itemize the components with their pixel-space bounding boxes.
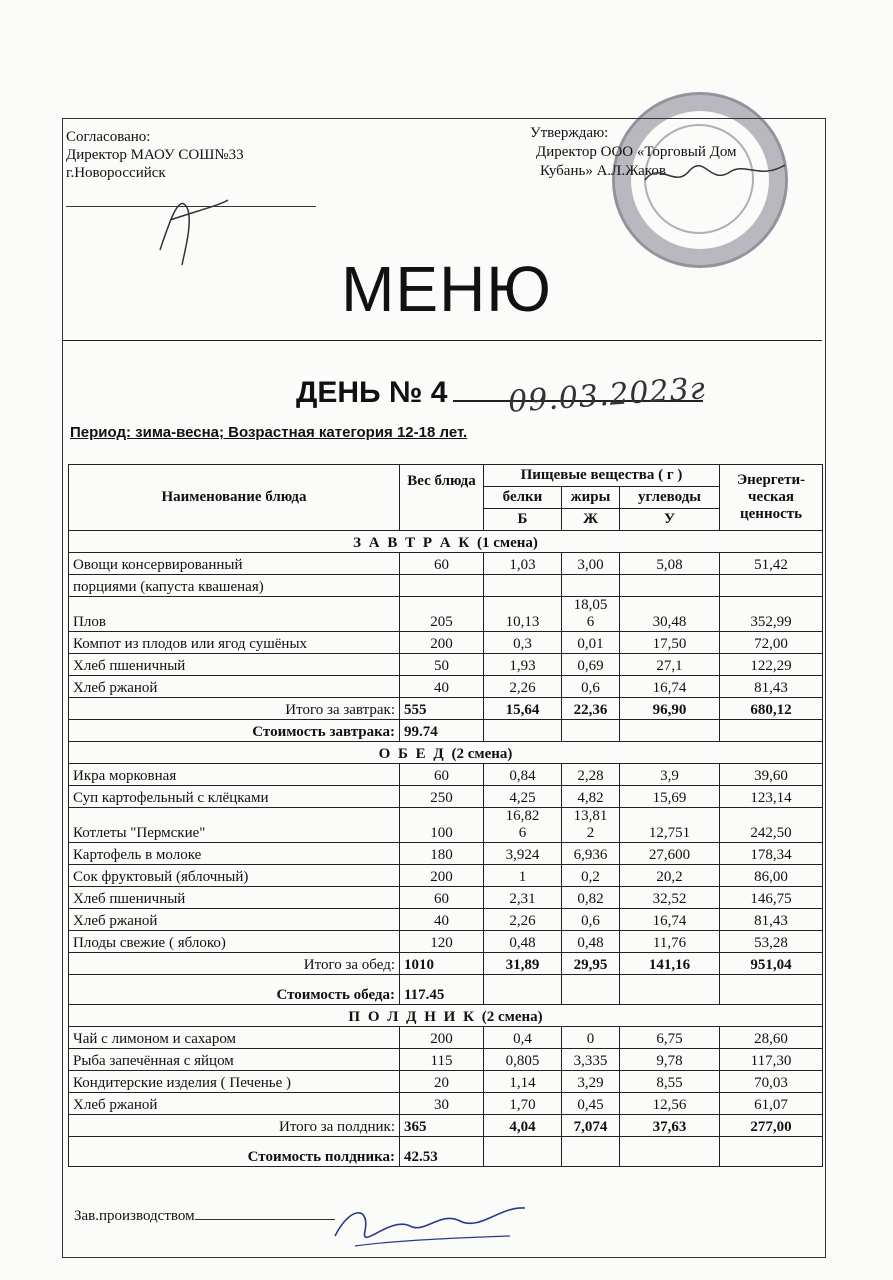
total-weight: 365 [400,1115,484,1137]
lunch-title-text: О Б Е Д [378,746,446,762]
total-energy: 277,00 [720,1115,823,1137]
breakfast-section-row [69,531,823,553]
breakfast-title-text: З А В Т Р А К [353,535,472,551]
dish-name: Кондитерские изделия ( Печенье ) [69,1071,400,1093]
dish-weight: 100 [400,808,484,843]
dish-carbs: 30,48 [620,597,720,632]
footer-label: Зав.производством [74,1208,195,1224]
dish-protein: 1,70 [484,1093,562,1115]
dish-protein: 0,48 [484,931,562,953]
dish-fat: 2,28 [562,764,620,786]
dish-name: Хлеб ржаной [69,676,400,698]
dish-protein: 0,4 [484,1027,562,1049]
snack-title-text: П О Л Д Н И К [348,1009,476,1025]
dish-energy: 81,43 [720,909,823,931]
col-energy-header: Энергети-ческая ценность [720,465,823,531]
total-label: Итого за обед: [69,953,400,975]
dish-energy: 122,29 [720,654,823,676]
dish-carbs: 12,751 [620,808,720,843]
total-carbs: 141,16 [620,953,720,975]
dish-name: Хлеб пшеничный [69,654,400,676]
total-protein: 4,04 [484,1115,562,1137]
page-title: МЕНЮ [341,253,552,325]
table-header-row [69,465,823,487]
col-carbs-abbr: У [620,509,720,531]
table-row [69,632,823,654]
dish-fat: 18,05 6 [562,597,620,632]
dish-weight: 200 [400,632,484,654]
dish-fat: 0,48 [562,931,620,953]
dish-fat: 0,69 [562,654,620,676]
total-weight: 555 [400,698,484,720]
empty-cell [620,720,720,742]
dish-name: Картофель в молоке [69,843,400,865]
day-label: ДЕНЬ № 4 [296,376,448,409]
lunch-section-row [69,742,823,764]
dish-carbs: 16,74 [620,909,720,931]
dish-name: Икра морковная [69,764,400,786]
dish-name: Овощи консервированный [69,553,400,575]
col-fat-header: жиры [562,487,620,509]
col-protein-abbr: Б [484,509,562,531]
dish-protein [484,575,562,597]
breakfast-section-title [69,531,823,553]
table-row [69,1071,823,1093]
dish-protein: 1,03 [484,553,562,575]
dish-fat: 0,2 [562,865,620,887]
dish-fat: 4,82 [562,786,620,808]
lunch-total-row [69,953,823,975]
table-row [69,764,823,786]
dish-carbs: 3,9 [620,764,720,786]
dish-energy [720,575,823,597]
footer-signoff [74,1208,335,1225]
production-manager-signature [330,1196,530,1256]
dish-name: Плов [69,597,400,632]
empty-cell [562,1137,620,1167]
dish-protein: 4,25 [484,786,562,808]
dish-fat: 0 [562,1027,620,1049]
dish-fat: 6,936 [562,843,620,865]
table-row [69,1049,823,1071]
snack-section-title [69,1005,823,1027]
empty-cell [562,975,620,1005]
dish-protein: 1,93 [484,654,562,676]
dish-weight: 200 [400,1027,484,1049]
dish-carbs: 11,76 [620,931,720,953]
cost-label: Стоимость завтрака: [69,720,400,742]
dish-protein: 16,82 6 [484,808,562,843]
lunch-shift-text: (2 смена) [451,746,513,762]
dish-weight: 120 [400,931,484,953]
confirm-line-1: Утверждаю: [530,125,609,141]
dish-carbs: 20,2 [620,865,720,887]
empty-cell [484,1137,562,1167]
director-signature [640,150,790,200]
approval-line-2: Директор МАОУ СОШ№33 [66,147,244,163]
total-label: Итого за полдник: [69,1115,400,1137]
dish-name: Компот из плодов или ягод сушёных [69,632,400,654]
total-energy: 680,12 [720,698,823,720]
total-energy: 951,04 [720,953,823,975]
dish-fat: 0,82 [562,887,620,909]
table-row [69,575,823,597]
table-row [69,553,823,575]
lunch-cost-row [69,975,823,1005]
dish-weight: 60 [400,553,484,575]
table-row [69,597,823,632]
total-protein: 31,89 [484,953,562,975]
dish-fat [562,575,620,597]
dish-protein: 3,924 [484,843,562,865]
dish-weight: 115 [400,1049,484,1071]
dish-protein: 1 [484,865,562,887]
breakfast-shift-text: (1 смена) [477,535,538,551]
dish-name: Плоды свежие ( яблоко) [69,931,400,953]
col-carbs-header: углеводы [620,487,720,509]
total-label: Итого за завтрак: [69,698,400,720]
dish-name: Чай с лимоном и сахаром [69,1027,400,1049]
col-weight-header: Вес блюда [400,465,484,531]
dish-fat: 0,6 [562,676,620,698]
dish-protein: 2,26 [484,909,562,931]
dish-energy: 61,07 [720,1093,823,1115]
footer-signature-line [195,1219,335,1220]
dish-name: Суп картофельный с клёцками [69,786,400,808]
period-line: Период: зима-весна; Возрастная категория 12-18 лет. [70,424,468,441]
dish-carbs: 17,50 [620,632,720,654]
dish-protein: 2,31 [484,887,562,909]
dish-name: Хлеб пшеничный [69,887,400,909]
approval-block [66,128,244,182]
dish-weight: 200 [400,865,484,887]
dish-protein: 0,84 [484,764,562,786]
breakfast-total-row [69,698,823,720]
confirm-line-2: Директор ООО «Торговый Дом [536,144,737,160]
dish-carbs: 12,56 [620,1093,720,1115]
lunch-section-title [69,742,823,764]
dish-fat: 0,01 [562,632,620,654]
dish-energy: 81,43 [720,676,823,698]
empty-cell [484,720,562,742]
empty-cell [720,1137,823,1167]
dish-energy: 242,50 [720,808,823,843]
approval-line-1: Согласовано: [66,129,151,145]
table-row [69,654,823,676]
empty-cell [620,975,720,1005]
cost-label: Стоимость полдника: [69,1137,400,1167]
dish-name: Рыба запечённая с яйцом [69,1049,400,1071]
confirm-line-3: Кубань» А.Л.Жаков [540,163,666,179]
dish-weight: 50 [400,654,484,676]
dish-weight: 20 [400,1071,484,1093]
table-row [69,1093,823,1115]
dish-protein: 2,26 [484,676,562,698]
title-divider [62,340,822,341]
dish-weight: 60 [400,764,484,786]
cost-label: Стоимость обеда: [69,975,400,1005]
dish-carbs: 27,600 [620,843,720,865]
snack-cost-row [69,1137,823,1167]
dish-fat: 3,335 [562,1049,620,1071]
col-protein-header: белки [484,487,562,509]
dish-weight: 205 [400,597,484,632]
cost-value: 42.53 [400,1137,484,1167]
approval-line-3: г.Новороссийск [66,165,166,181]
table-row [69,676,823,698]
total-carbs: 37,63 [620,1115,720,1137]
dish-weight: 40 [400,676,484,698]
col-fat-abbr: Ж [562,509,620,531]
dish-fat: 0,6 [562,909,620,931]
dish-name: Хлеб ржаной [69,909,400,931]
table-row [69,865,823,887]
handwritten-date: 09.03.2023г [507,371,707,420]
dish-weight: 250 [400,786,484,808]
dish-name: Хлеб ржаной [69,1093,400,1115]
dish-fat: 3,29 [562,1071,620,1093]
dish-weight: 30 [400,1093,484,1115]
empty-cell [720,975,823,1005]
dish-protein: 1,14 [484,1071,562,1093]
dish-energy: 72,00 [720,632,823,654]
snack-total-row [69,1115,823,1137]
empty-cell [720,720,823,742]
dish-protein: 10,13 [484,597,562,632]
dish-energy: 86,00 [720,865,823,887]
dish-protein: 0,805 [484,1049,562,1071]
col-name-header: Наименование блюда [69,465,400,531]
cost-value: 117.45 [400,975,484,1005]
dish-energy: 39,60 [720,764,823,786]
dish-fat: 0,45 [562,1093,620,1115]
dish-energy: 28,60 [720,1027,823,1049]
total-fat: 29,95 [562,953,620,975]
table-row [69,909,823,931]
empty-cell [620,1137,720,1167]
table-row [69,931,823,953]
dish-carbs: 9,78 [620,1049,720,1071]
total-carbs: 96,90 [620,698,720,720]
cost-value: 99.74 [400,720,484,742]
dish-carbs: 32,52 [620,887,720,909]
menu-table [68,464,823,1167]
dish-fat: 3,00 [562,553,620,575]
table-row [69,808,823,843]
dish-energy: 53,28 [720,931,823,953]
dish-weight [400,575,484,597]
total-weight: 1010 [400,953,484,975]
dish-carbs: 15,69 [620,786,720,808]
dish-carbs: 6,75 [620,1027,720,1049]
dish-weight: 60 [400,887,484,909]
dish-energy: 70,03 [720,1071,823,1093]
dish-name: Котлеты "Пермские" [69,808,400,843]
total-fat: 7,074 [562,1115,620,1137]
dish-carbs: 8,55 [620,1071,720,1093]
table-row [69,786,823,808]
table-row [69,1027,823,1049]
snack-shift-text: (2 смена) [481,1009,543,1025]
total-protein: 15,64 [484,698,562,720]
dish-name: Сок фруктовый (яблочный) [69,865,400,887]
table-row [69,887,823,909]
dish-carbs: 5,08 [620,553,720,575]
dish-weight: 180 [400,843,484,865]
empty-cell [562,720,620,742]
snack-section-row [69,1005,823,1027]
dish-carbs [620,575,720,597]
empty-cell [484,975,562,1005]
table-row [69,843,823,865]
dish-energy: 146,75 [720,887,823,909]
total-fat: 22,36 [562,698,620,720]
dish-energy: 352,99 [720,597,823,632]
dish-name: порциями (капуста квашеная) [69,575,400,597]
dish-fat: 13,81 2 [562,808,620,843]
dish-protein: 0,3 [484,632,562,654]
dish-energy: 51,42 [720,553,823,575]
dish-weight: 40 [400,909,484,931]
col-nutrients-header: Пищевые вещества ( г ) [484,465,720,487]
dish-energy: 178,34 [720,843,823,865]
dish-energy: 117,30 [720,1049,823,1071]
breakfast-cost-row [69,720,823,742]
dish-carbs: 16,74 [620,676,720,698]
dish-energy: 123,14 [720,786,823,808]
dish-carbs: 27,1 [620,654,720,676]
